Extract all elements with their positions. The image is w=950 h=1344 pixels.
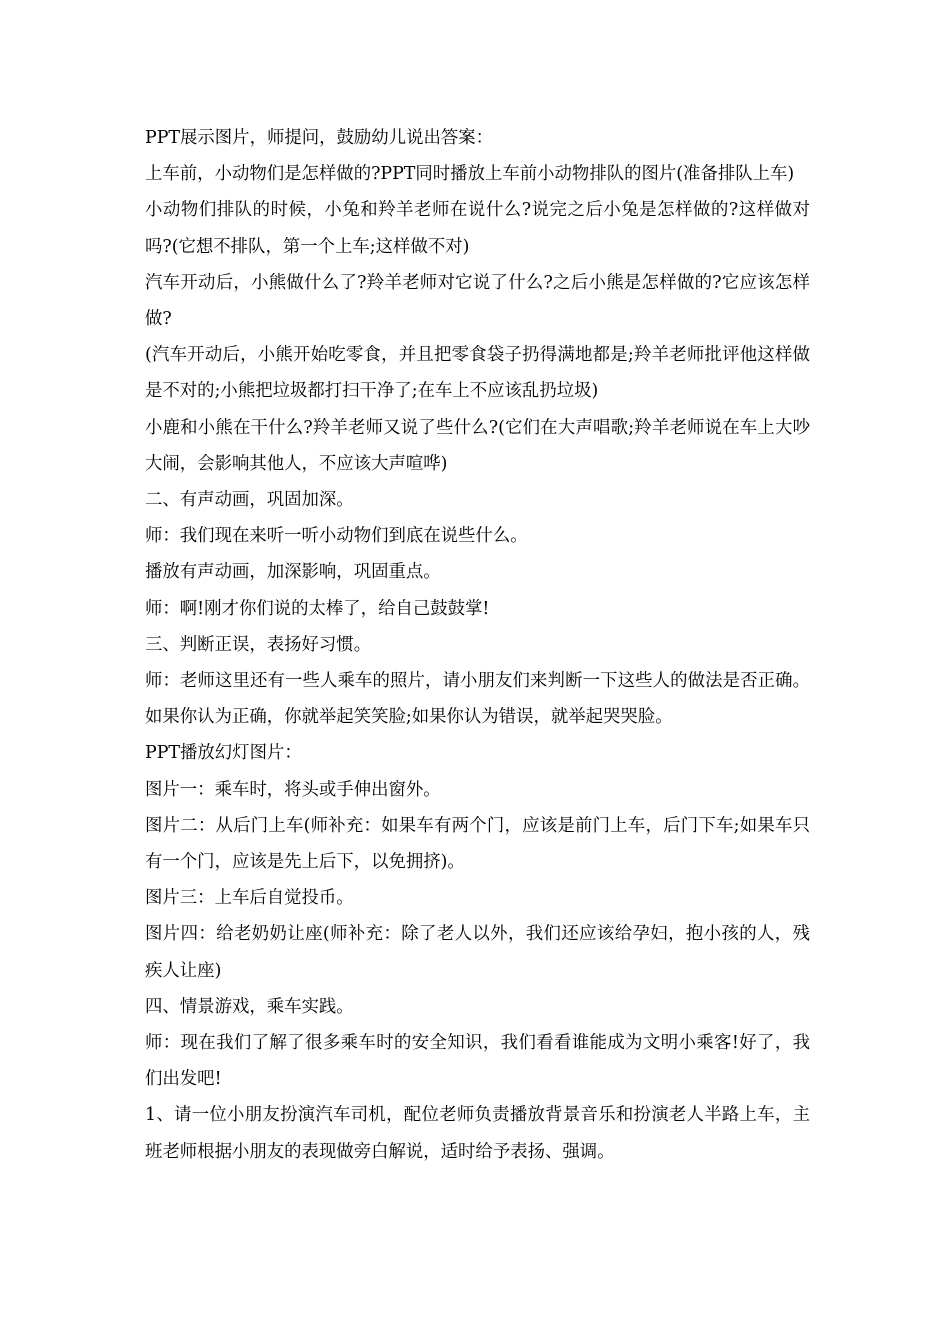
paragraph-judge-photos: 师：老师这里还有一些人乘车的照片，请小朋友们来判断一下这些人的做法是否正确。如果你认为正确，你就举起笑笑脸;如果你认为错误，就举起哭哭脸。	[145, 671, 810, 728]
paragraph-role-play: 1、请一位小朋友扮演汽车司机，配位老师负责播放背景音乐和扮演老人半路上车，主班老师根据小朋友的表现做旁白解说，适时给予表扬、强调。	[145, 1105, 810, 1162]
section-heading-2: 二、有声动画，巩固加深。	[145, 490, 354, 511]
section-heading-4: 四、情景游戏，乘车实践。	[145, 996, 354, 1017]
paragraph-picture-4: 图片四：给老奶奶让座(师补充：除了老人以外，我们还应该给孕妇，抱小孩的人，残疾人让座)	[145, 924, 810, 981]
paragraph-bus-moving: 汽车开动后，小熊做什么了?羚羊老师对它说了什么?之后小熊是怎样做的?它应该怎样做?	[145, 272, 810, 330]
paragraph-queueing: 小动物们排队的时候，小兔和羚羊老师在说什么?说完之后小兔是怎样做的?这样做对吗?(它想不排队，第一个上车;这样做不对)	[145, 200, 810, 257]
paragraph-praise: 师：啊!刚才你们说的太棒了，给自己鼓鼓掌!	[145, 598, 490, 619]
paragraph-before-boarding: 上车前，小动物们是怎样做的?PPT同时播放上车前小动物排队的图片(准备排队上车)	[145, 164, 795, 185]
paragraph-bear-answer: (汽车开动后，小熊开始吃零食，并且把零食袋子扔得满地都是;羚羊老师批评他这样做是不对的;小熊把垃圾都打扫干净了;在车上不应该乱扔垃圾)	[145, 345, 810, 402]
paragraph-picture-2: 图片二：从后门上车(师补充：如果车有两个门，应该是前门上车，后门下车;如果车只有一个门，应该是先上后下，以免拥挤)。	[145, 815, 810, 873]
paragraph-picture-1: 图片一：乘车时，将头或手伸出窗外。	[145, 779, 441, 800]
paragraph-play-animation: 播放有声动画，加深影响，巩固重点。	[145, 562, 441, 583]
paragraph-deer-bear: 小鹿和小熊在干什么?羚羊老师又说了些什么?(它们在大声唱歌;羚羊老师说在车上大吵大闹，会影响其他人，不应该大声喧哗)	[145, 417, 810, 474]
paragraph-listen: 师：我们现在来听一听小动物们到底在说些什么。	[145, 526, 528, 547]
paragraph-ppt-slides: PPT播放幻灯图片：	[145, 743, 302, 764]
paragraph-ppt-intro: PPT展示图片，师提问，鼓励幼儿说出答案：	[145, 128, 494, 148]
paragraph-picture-3: 图片三：上车后自觉投币。	[145, 888, 354, 909]
section-heading-3: 三、判断正误，表扬好习惯。	[145, 634, 372, 655]
document-page	[145, 120, 810, 1170]
paragraph-set-off: 师：现在我们了解了很多乘车时的安全知识，我们看看谁能成为文明小乘客!好了，我们出发吧!	[145, 1033, 810, 1090]
